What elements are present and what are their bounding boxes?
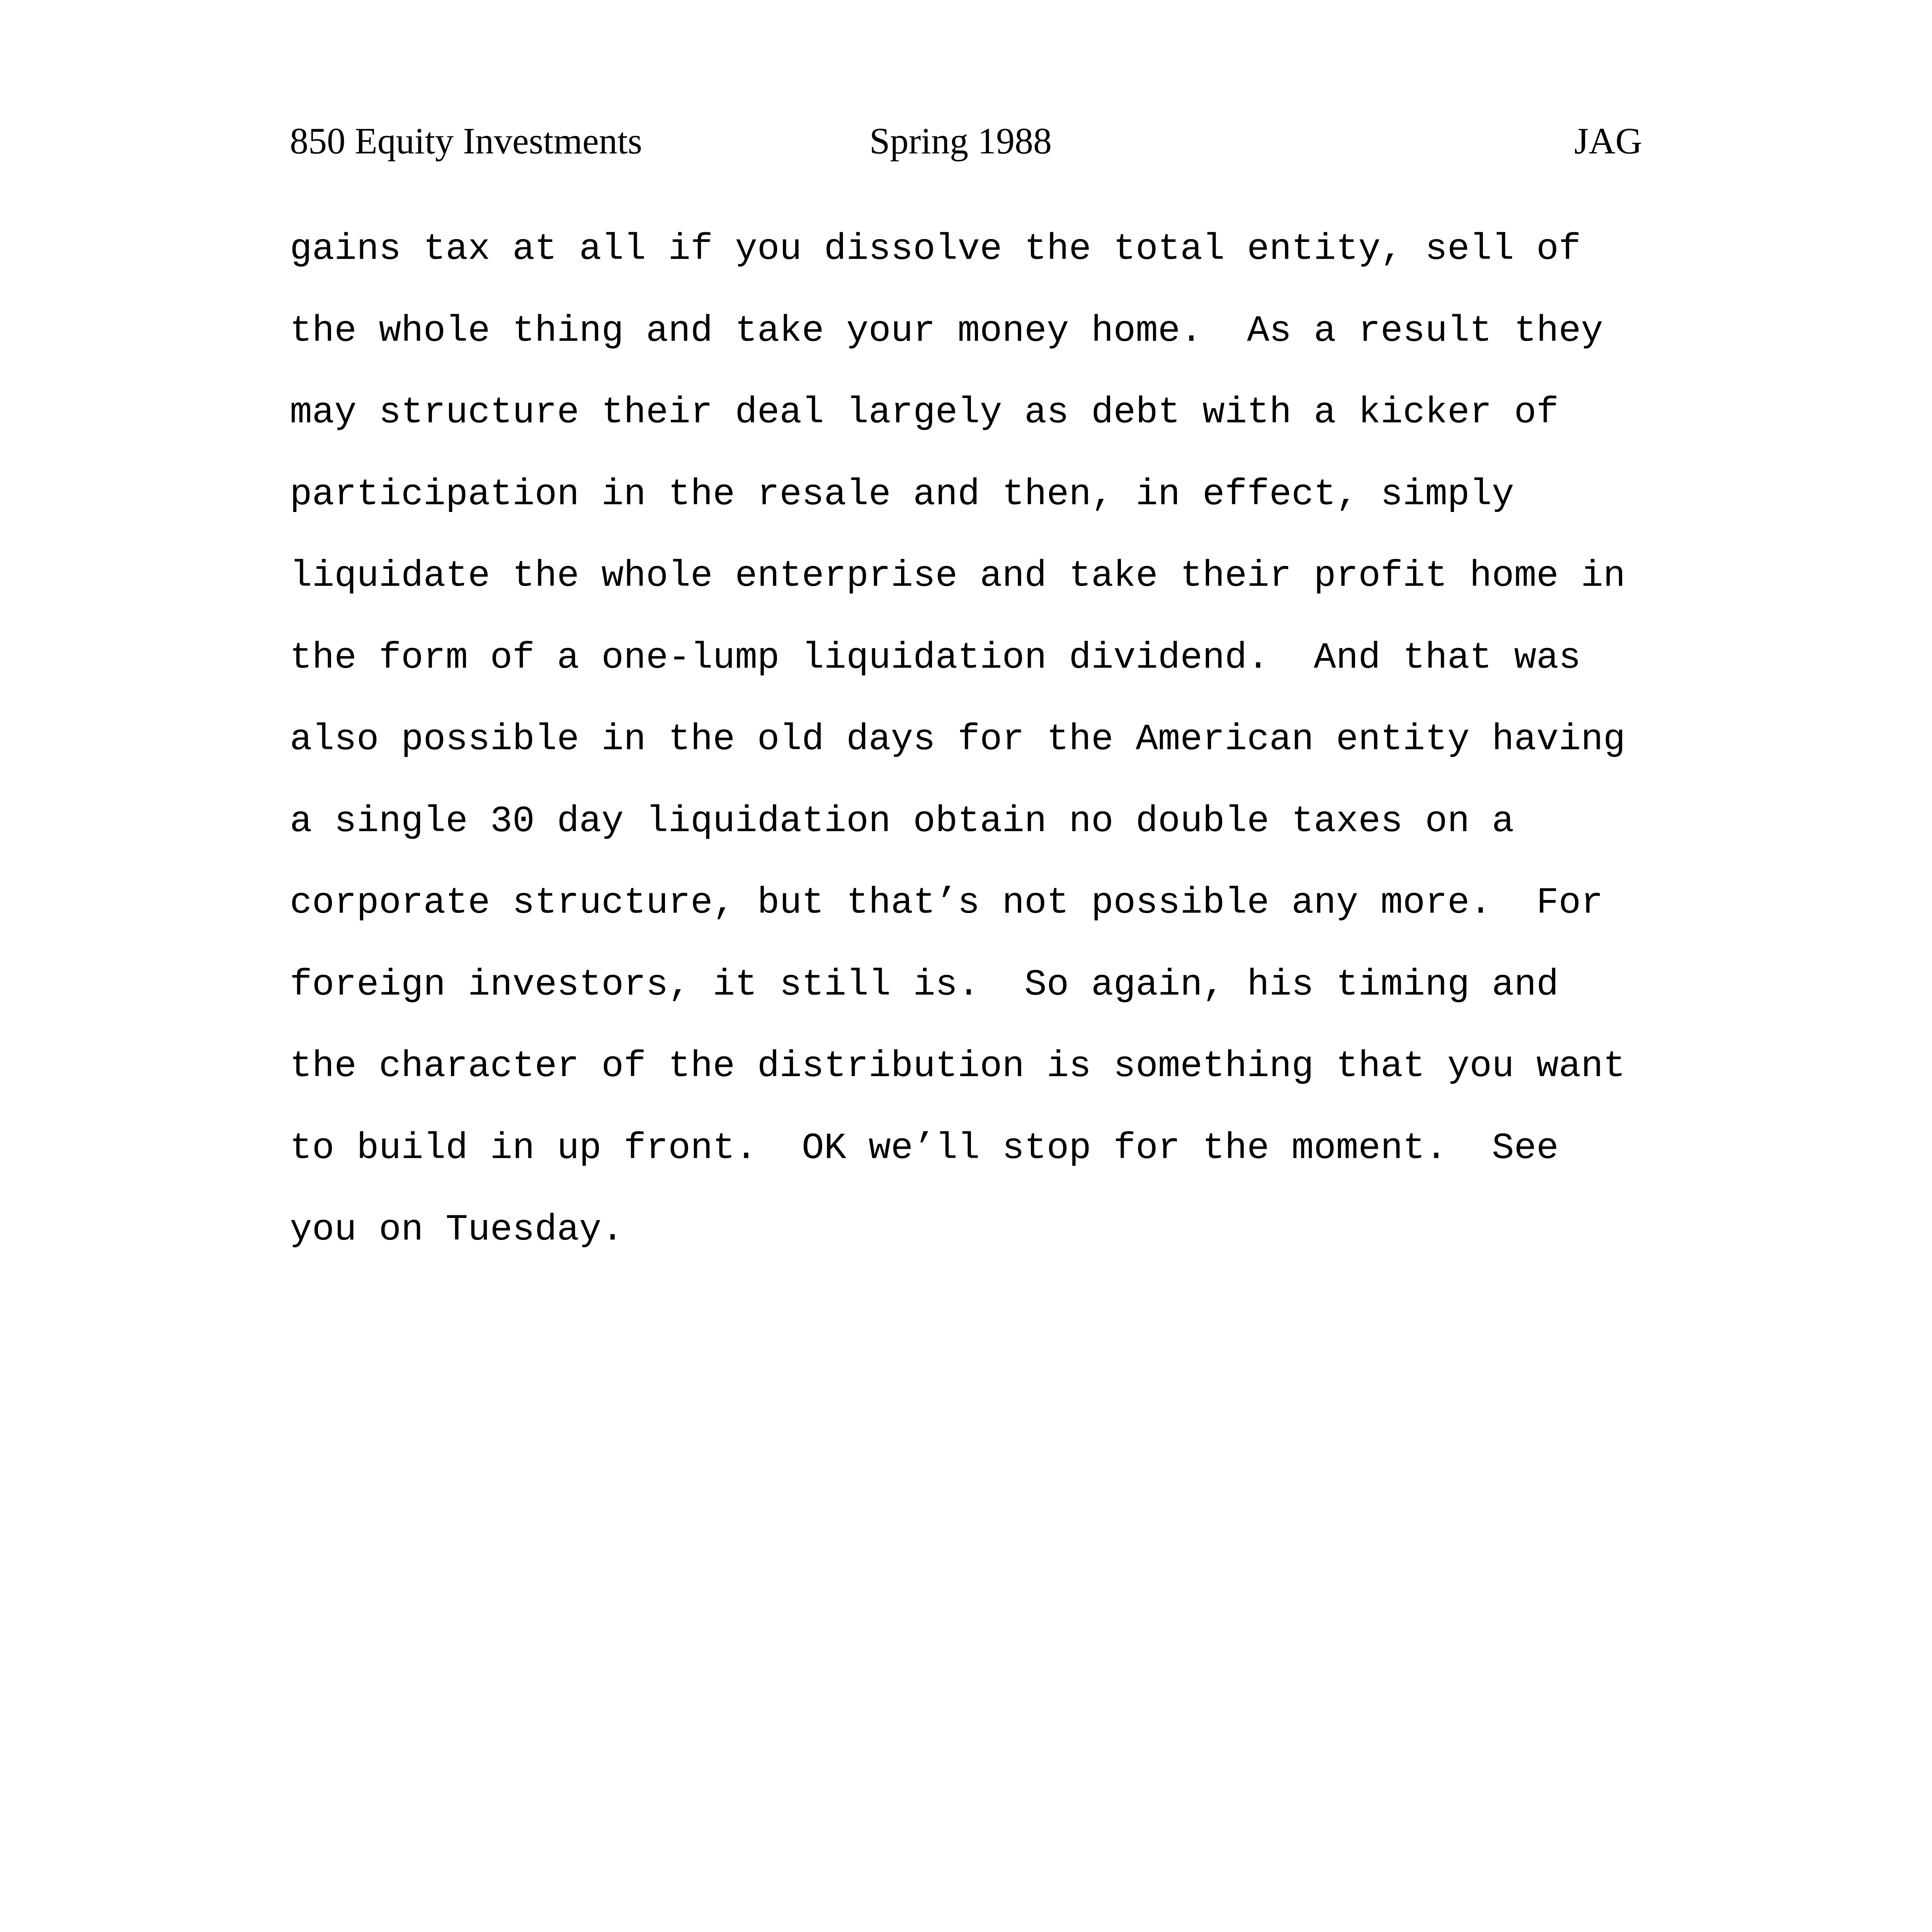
body-line: also possible in the old days for the American entity having <box>290 718 1626 760</box>
header-initials: JAG <box>1574 120 1642 162</box>
body-line: may structure their deal largely as debt with a kicker of <box>290 391 1559 434</box>
body-line: gains tax at all if you dissolve the total entity, sell of <box>290 228 1581 270</box>
body-line: you on Tuesday. <box>290 1209 624 1251</box>
body-line: foreign investors, it still is. So again, his timing and <box>290 963 1559 1006</box>
body-line: to build in up front. OK we’ll stop for the moment. See <box>290 1127 1559 1169</box>
body-line: participation in the resale and then, in effect, simply <box>290 473 1514 515</box>
page-header <box>290 116 1642 166</box>
body-line: the whole thing and take your money home. As a result they <box>290 310 1603 352</box>
body-line: liquidate the whole enterprise and take their profit home in <box>290 555 1626 597</box>
body-line: a single 30 day liquidation obtain no double taxes on a <box>290 800 1514 842</box>
body-line: the character of the distribution is something that you want <box>290 1045 1626 1087</box>
body-line: corporate structure, but that’s not possible any more. For <box>290 882 1603 924</box>
header-course-title: 850 Equity Investments <box>290 120 642 162</box>
transcript-body <box>290 224 1719 1287</box>
header-term: Spring 1988 <box>869 120 1052 162</box>
body-line: the form of a one-lump liquidation dividend. And that was <box>290 636 1581 679</box>
